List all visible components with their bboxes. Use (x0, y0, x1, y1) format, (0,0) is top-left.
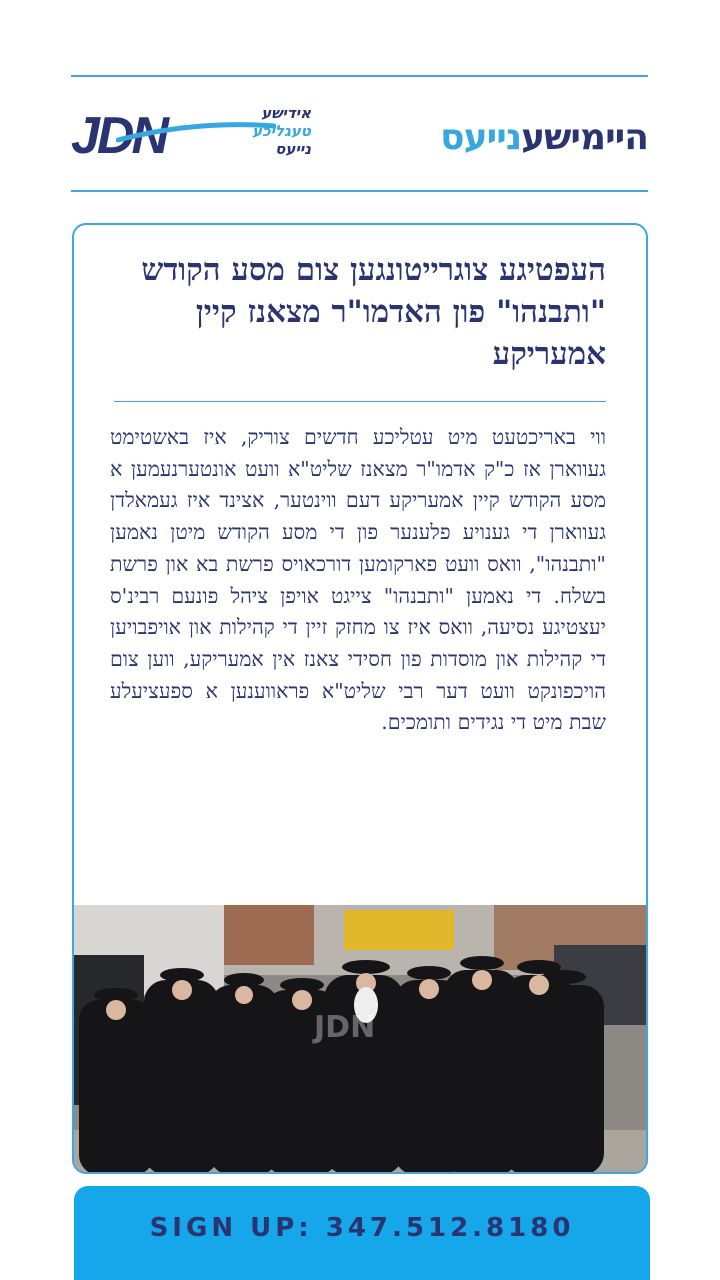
photo-of-procession-icon (74, 905, 646, 1174)
brand-part2: נייעס (440, 117, 522, 158)
jdn-tagline-line2: טעגליכע (252, 122, 311, 140)
signup-banner[interactable] (74, 1186, 650, 1280)
header-divider (71, 190, 648, 192)
headline-divider (114, 401, 606, 402)
jdn-logo[interactable] (71, 98, 321, 178)
signup-text[interactable]: SIGN UP: 347.512.8180 (149, 1213, 575, 1243)
article-photo (74, 905, 646, 1174)
jdn-tagline-line1: אידישע (261, 104, 311, 122)
header (71, 98, 648, 178)
heimishe-neies-logo[interactable] (440, 116, 648, 160)
jdn-tagline-line3: נייעס (275, 140, 311, 158)
brand-part1: היימישע (521, 117, 648, 158)
article-headline: העפטיגע צוגרייטונגען צום מסע הקודש "ותבנהו" פון האדמו"ר מצאנז קיין אמעריקע (141, 252, 606, 372)
jdn-logo-text: JDN (71, 107, 167, 165)
article-card (72, 223, 648, 1174)
jdn-tagline (231, 104, 311, 158)
top-divider (71, 75, 648, 77)
photo-watermark: JDN (314, 1010, 376, 1045)
article-body: ווי באריכטעט מיט עטליכע חדשים צוריק, איז באשטימט געווארן אז כ"ק אדמו"ר מצאנז שליט"א וועט אונטערנעמען א מסע הקודש קיין אמעריקע דעם ווינטער, אצינד איז געמאלדן געווארן די גענויע פלענער פון די מסע הקודש מיטן נאמען "ותבנהו", וואס וועט פארקומען דורכאויס פרשת בא און פרשת בשלח. די נאמען "ותבנהו" צייגט אויפן ציהל פונעם רבינ'ס יעצטיגע נסיעה, וואס איז צו מחזק זיין די קהילות און אויפבויען די קהילות און מוסדות פון חסידי צאנז אין אמעריקע, ווען צום הויכפונקט וועט דער רבי שליט"א פראווענען א ספעציעלע שבת מיט די נגידים ותומכים. (110, 425, 606, 735)
